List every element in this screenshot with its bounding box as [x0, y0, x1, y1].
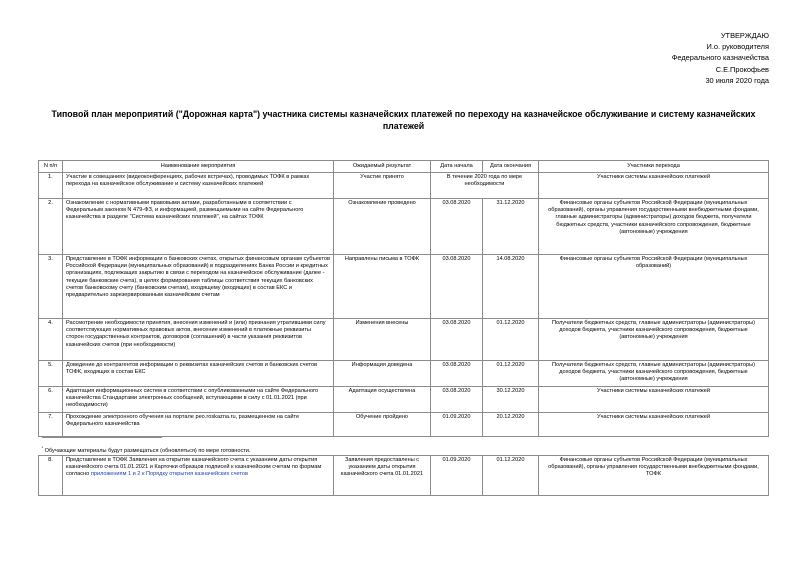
- approval-line: 30 июля 2020 года: [705, 75, 769, 85]
- row-name: Представление в ТОФК информации о банковских счетах, открытых финансовым органам субъектов Российской Федерации (муниципальных образований) в подразделениях Банка России и кредитных организациях, подлежащих закрытию в связи с переходом на казначейское обслуживание (далее - текущие банковские счета), в целях формирования таблицы соответствия текущих банковских счетов банковскому счету (банковским счетам), входящему (входящих) в состав ЕКС и предварительно зарезервированным казначейским счетам: [63, 255, 334, 319]
- row-name: [63, 456, 334, 496]
- row-result: Заявления предоставлены с указанием даты открытия казначейского счета 01.01.2021: [334, 456, 431, 496]
- row-result: Ознакомление проведено: [334, 199, 431, 255]
- table-row: [39, 319, 769, 361]
- approval-block: [569, 30, 769, 86]
- table-row: [39, 255, 769, 319]
- row-name: Участие в совещаниях (видеоконференциях, рабочих встречах), проводимых ТОФК в рамках перехода на казначейское обслуживание и систему казначейских платежей: [63, 173, 334, 199]
- row-num: 6.: [39, 387, 63, 413]
- header-result: Ожидаемый результат: [334, 161, 431, 173]
- footnote-row: [39, 437, 769, 456]
- row-num: 4.: [39, 319, 63, 361]
- row-dates-merged: В течение 2020 года по мере необходимости: [431, 173, 539, 199]
- table-header-row: [39, 161, 769, 173]
- row-start: 01.09.2020: [431, 456, 483, 496]
- header-start: Дата начала: [431, 161, 483, 173]
- header-participants: Участники перехода: [539, 161, 769, 173]
- row-start: 03.08.2020: [431, 255, 483, 319]
- approval-line: Федерального казначейства: [671, 53, 769, 63]
- row-start: 01.09.2020: [431, 413, 483, 437]
- row-participants: Получатели бюджетных средств, главные администраторы (администраторы) доходов бюджета, участники казначейского сопровождения, бюджетные (автономные) учреждения: [539, 319, 769, 361]
- header-num: N п/п: [39, 161, 63, 173]
- header-name: Наименование мероприятия: [63, 161, 334, 173]
- row-participants: Участники системы казначейских платежей: [539, 413, 769, 437]
- header-end: Дата окончания: [483, 161, 539, 173]
- footnote-mark: *: [41, 445, 44, 450]
- row-end: 20.12.2020: [483, 413, 539, 437]
- row-end: 01.12.2020: [483, 319, 539, 361]
- row-participants: Финансовые органы субъектов Российской Федерации (муниципальных образований), органы управления государственными внебюджетными фондами, главные администраторы (администраторы) доходов бюджета, получатели бюджетных средств, участники казначейского сопровождения, бюджетные (автономные) учреждения: [539, 199, 769, 255]
- table-row: [39, 413, 769, 437]
- row-start: 03.08.2020: [431, 199, 483, 255]
- row-end: 01.12.2020: [483, 456, 539, 496]
- footnote: [39, 437, 769, 456]
- row-num: 8.: [39, 456, 63, 496]
- row-result: Адаптация осуществлена: [334, 387, 431, 413]
- row-participants: Получатели бюджетных средств, главные администраторы (администраторы) доходов бюджета, участники казначейского сопровождения, бюджетные (автономные) учреждения: [539, 361, 769, 387]
- row-end: 14.08.2020: [483, 255, 539, 319]
- row-participants: Финансовые органы субъектов Российской Федерации (муниципальных образований), органы управления государственными внебюджетными фондами, ТОФК: [539, 456, 769, 496]
- row-end: 31.12.2020: [483, 199, 539, 255]
- appendix-link[interactable]: приложениям 1 и 2 к Порядку открытия казначейских счетов: [90, 471, 248, 478]
- row-start: 03.08.2020: [431, 319, 483, 361]
- row-participants: Участники системы казначейских платежей: [539, 387, 769, 413]
- row-result: Обучение пройдено: [334, 413, 431, 437]
- row-name: Прохождение электронного обучения на портале peo.roskazna.ru, размещенном на сайте Федерального казначейства: [63, 413, 334, 437]
- approval-line: С.Е.Прокофьев: [715, 64, 769, 74]
- roadmap-table: [38, 160, 769, 496]
- row-name: Адаптация информационных систем в соответствии с опубликованными на сайте Федерального казначейства Стандартами электронных сообщений, вступающими в силу с 01.01.2021 (при необходимости): [63, 387, 334, 413]
- table-row: [39, 173, 769, 199]
- approval-line: УТВЕРЖДАЮ: [720, 31, 769, 40]
- row-name: Ознакомление с нормативными правовыми актами, разработанными в соответствии с Федеральным законом N 479-ФЗ, и информацией, размещаемыми на сайте Федерального казначейства в разделе "Система казначейских платежей", на сайтах ТОФК: [63, 199, 334, 255]
- row-start: 03.08.2020: [431, 387, 483, 413]
- row-name: Доведение до контрагентов информации о реквизитах казначейских счетов и банковских счетов ТОФК, входящих в состав ЕКС: [63, 361, 334, 387]
- row-end: 01.12.2020: [483, 361, 539, 387]
- row-num: 5.: [39, 361, 63, 387]
- row-start: 03.08.2020: [431, 361, 483, 387]
- table-row: [39, 456, 769, 496]
- row-num: 3.: [39, 255, 63, 319]
- row-num: 1.: [39, 173, 63, 199]
- row-name: Рассмотрение необходимости принятия, внесения изменений и (или) признания утратившими силу соответствующих нормативных правовых актов, внесение изменений в платежные реквизиты сторон государственных контрактов, договоров (соглашений) в части указания реквизитов казначейских счетов (при необходимости): [63, 319, 334, 361]
- row-participants: Финансовые органы субъектов Российской Федерации (муниципальных образований): [539, 255, 769, 319]
- table-row: [39, 361, 769, 387]
- table-row: [39, 387, 769, 413]
- row-num: 2.: [39, 199, 63, 255]
- row-result: Участие принято: [334, 173, 431, 199]
- approval-line: И.о. руководителя: [706, 42, 769, 52]
- row-num: 7.: [39, 413, 63, 437]
- row-name-text: Представление в ТОФК Заявления на открытие казначейского счета с указанием даты открытия казначейского счета 01.01.2021 и Карточки образцов подписей к казначейским счетам по формам согласно: [66, 457, 322, 478]
- row-participants: Участники системы казначейских платежей: [539, 173, 769, 199]
- document-title: Типовой план мероприятий ("Дорожная карта") участника системы казначейских платежей по переходу на казначейское обслуживание и систему казначейских платежей: [51, 109, 756, 131]
- row-result: Направлены письма в ТОФК: [334, 255, 431, 319]
- row-end: 30.12.2020: [483, 387, 539, 413]
- row-result: Изменения внесены: [334, 319, 431, 361]
- footnote-text: Обучающие материалы будут размещаться (обновляться) по мере готовности.: [44, 447, 251, 454]
- row-result: Информация доведена: [334, 361, 431, 387]
- table-row: [39, 199, 769, 255]
